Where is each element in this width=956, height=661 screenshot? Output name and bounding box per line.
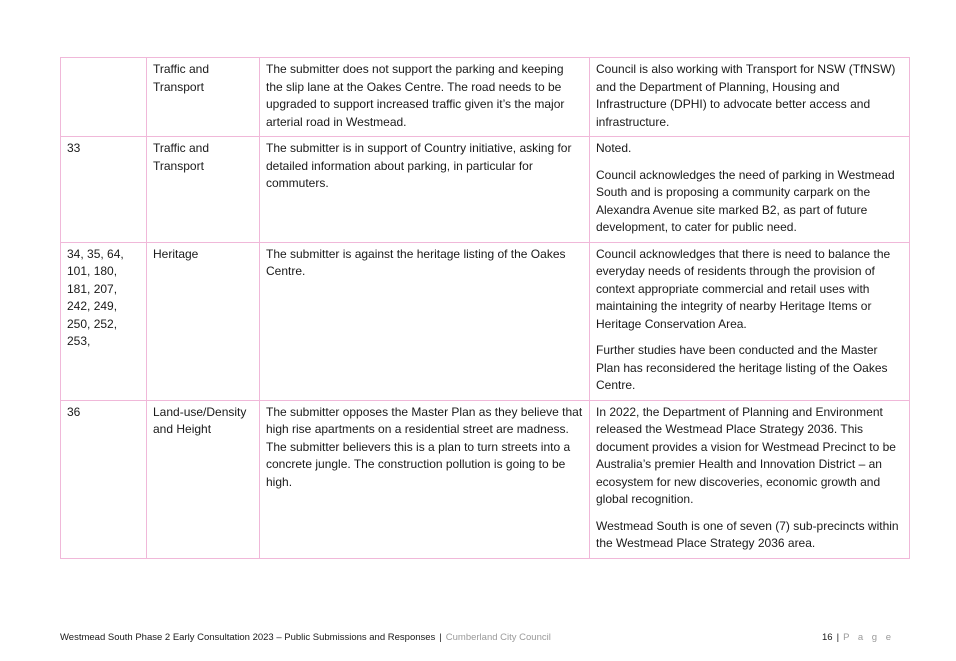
- response-paragraph: Noted.: [596, 141, 632, 155]
- submission-id-cell: 34, 35, 64, 101, 180, 181, 207, 242, 249, 250, 252, 253,: [61, 242, 147, 400]
- response-paragraph: Council acknowledges the need of parking in Westmead South and is proposing a community carpark on the Alexandra Avenue site marked B2, as part of future development, to cater for public need.: [596, 167, 895, 234]
- submission-id-cell: 33: [61, 137, 147, 243]
- submissions-table: [60, 57, 910, 559]
- response-paragraph: Council is also working with Transport for NSW (TfNSW) and the Department of Planning, Housing and Infrastructure (DPHI) to advocate better access and infrastructure.: [596, 62, 896, 129]
- footer-separator: |: [439, 632, 442, 643]
- page-word: P a g e: [843, 632, 894, 643]
- table-row: [61, 137, 910, 243]
- table-row: [61, 58, 910, 137]
- submission-cell: The submitter is against the heritage listing of the Oakes Centre.: [260, 242, 590, 400]
- topic-cell: Land-use/Density and Height: [147, 400, 260, 558]
- submission-cell: The submitter opposes the Master Plan as they believe that high rise apartments on a residential street are madness. The submitter believers this is a plan to turn streets into a concrete jungle. The construction pollution is going to be high.: [260, 400, 590, 558]
- submission-cell: The submitter is in support of Country initiative, asking for detailed information about parking, in particular for commuters.: [260, 137, 590, 243]
- response-paragraph: Further studies have been conducted and the Master Plan has reconsidered the heritage listing of the Oakes Centre.: [596, 343, 888, 392]
- page-number: 16: [822, 632, 833, 643]
- footer-doc-title: Westmead South Phase 2 Early Consultation 2023 – Public Submissions and Responses: [60, 632, 436, 643]
- table-row: [61, 400, 910, 558]
- response-paragraph: Westmead South is one of seven (7) sub-precincts within the Westmead Place Strategy 2036 area.: [596, 518, 899, 550]
- table-row: [61, 242, 910, 400]
- page-separator: |: [836, 632, 840, 643]
- footer-organisation: Cumberland City Council: [445, 632, 551, 643]
- response-cell: [590, 58, 910, 137]
- topic-cell: Heritage: [147, 242, 260, 400]
- response-cell: [590, 242, 910, 400]
- response-cell: [590, 400, 910, 558]
- response-paragraph: Council acknowledges that there is need to balance the everyday needs of residents through the provision of context appropriate commercial and retail uses with maintaining the integrity of nearby Heritage Items or Heritage Conservation Area.: [596, 246, 891, 331]
- submission-id-cell: [61, 58, 147, 137]
- footer-left: [60, 632, 551, 643]
- submission-cell: The submitter does not support the parking and keeping the slip lane at the Oakes Centre. The road needs to be upgraded to support increased traffic given it’s the major arterial road in Westmead.: [260, 58, 590, 137]
- topic-cell: Traffic and Transport: [147, 137, 260, 243]
- response-paragraph: In 2022, the Department of Planning and Environment released the Westmead Place Strategy 2036. This document provides a vision for Westmead Precinct to be Australia’s premier Health and Innovation District – an ecosystem for new discoveries, economic growth and global recognition.: [596, 404, 896, 506]
- response-cell: [590, 137, 910, 243]
- topic-cell: Traffic and Transport: [147, 58, 260, 137]
- page-footer: [60, 632, 894, 643]
- footer-right: [822, 632, 894, 643]
- submission-id-cell: 36: [61, 400, 147, 558]
